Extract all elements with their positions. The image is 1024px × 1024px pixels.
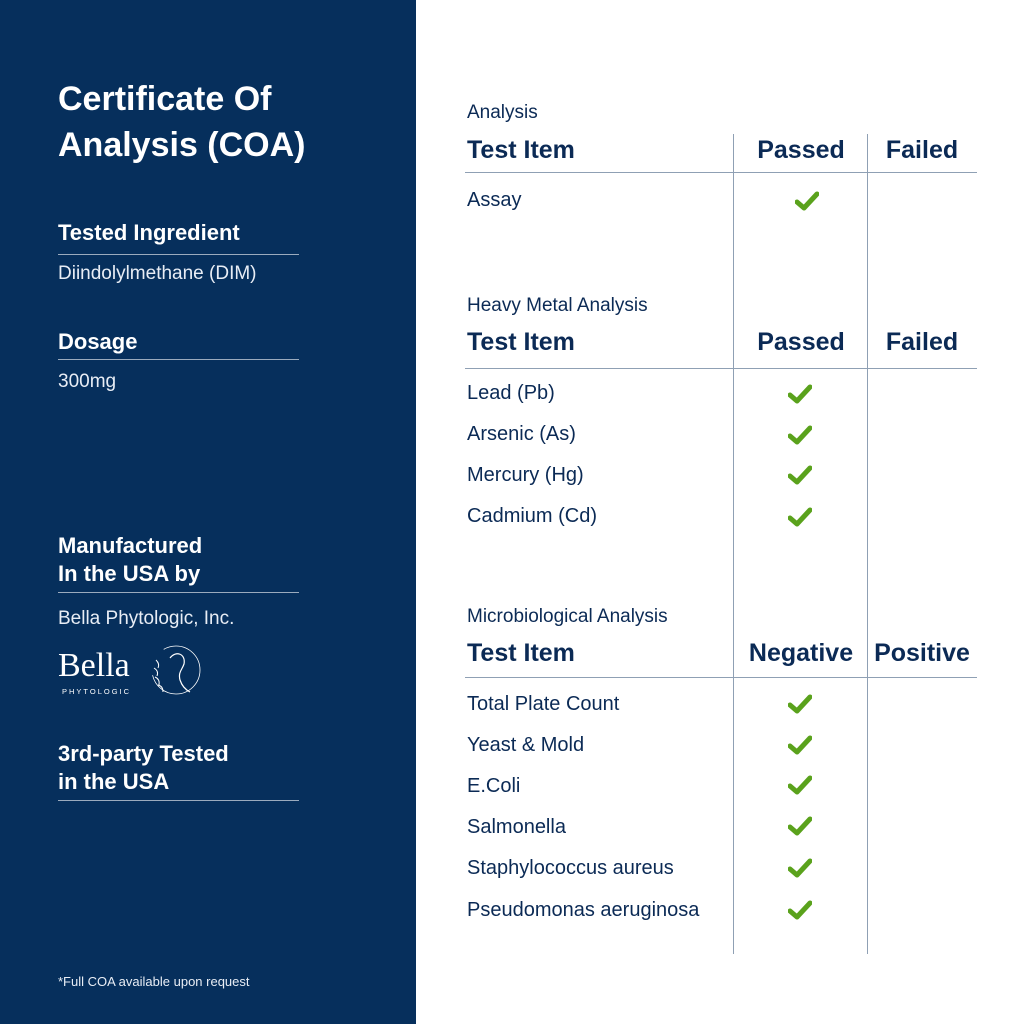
column-divider [867,134,868,954]
test-item-yeast-mold: Yeast & Mold [467,734,585,756]
checkmark-icon [788,858,812,878]
results-panel [416,0,1024,1024]
checkmark-icon [788,694,812,714]
checkmark-icon [788,425,812,445]
column-divider [733,134,734,954]
test-item-cadmium: Cadmium (Cd) [467,505,598,527]
column-header-test-item: Test Item [467,136,575,164]
divider [58,592,299,593]
dosage-label: Dosage [58,329,138,354]
checkmark-icon [788,384,812,404]
header-rule [465,172,977,173]
column-header-failed: Failed [885,136,959,164]
test-item-arsenic: Arsenic (As) [467,423,576,445]
checkmark-icon [795,191,819,211]
header-rule [465,677,977,678]
test-item-mercury: Mercury (Hg) [467,464,584,486]
third-party-label-line1: 3rd-party Tested [58,741,229,766]
checkmark-icon [788,735,812,755]
checkmark-icon [788,775,812,795]
checkmark-icon [788,465,812,485]
test-item-staphylococcus: Staphylococcus aureus [467,857,674,879]
page-title: Certificate Of Analysis (COA) [58,80,306,164]
column-header-negative: Negative [748,639,854,667]
section-caption-heavy-metal: Heavy Metal Analysis [467,295,648,316]
manufactured-label-line2: In the USA by [58,561,201,586]
header-rule [465,368,977,369]
third-party-label-line2: in the USA [58,769,170,794]
section-caption-analysis: Analysis [467,102,538,123]
dosage-value: 300mg [58,371,117,392]
column-header-failed: Failed [885,328,959,356]
svg-text:PHYTOLOGIC: PHYTOLOGIC [62,687,132,696]
divider [58,800,299,801]
section-caption-microbiological: Microbiological Analysis [467,606,668,627]
column-header-positive: Positive [874,639,970,667]
test-item-salmonella: Salmonella [467,816,566,838]
column-header-test-item: Test Item [467,639,575,667]
footnote: *Full COA available upon request [58,974,250,989]
column-header-passed: Passed [757,328,845,356]
test-item-lead: Lead (Pb) [467,382,555,404]
manufacturer-value: Bella Phytologic, Inc. [58,608,235,629]
divider [58,254,299,255]
checkmark-icon [788,816,812,836]
bella-phytologic-logo [58,638,208,702]
tested-ingredient-value: Diindolylmethane (DIM) [58,263,257,284]
checkmark-icon [788,507,812,527]
column-header-passed: Passed [757,136,845,164]
svg-text:Bella: Bella [58,647,130,684]
divider [58,359,299,360]
test-item-total-plate-count: Total Plate Count [467,693,620,715]
checkmark-icon [788,900,812,920]
tested-ingredient-label: Tested Ingredient [58,220,240,245]
manufactured-label-line1: Manufactured [58,533,203,558]
column-header-test-item: Test Item [467,328,575,356]
test-item-ecoli: E.Coli [467,775,521,797]
test-item-pseudomonas: Pseudomonas aeruginosa [467,899,700,921]
sidebar [0,0,416,1024]
test-item-assay: Assay [467,189,522,211]
